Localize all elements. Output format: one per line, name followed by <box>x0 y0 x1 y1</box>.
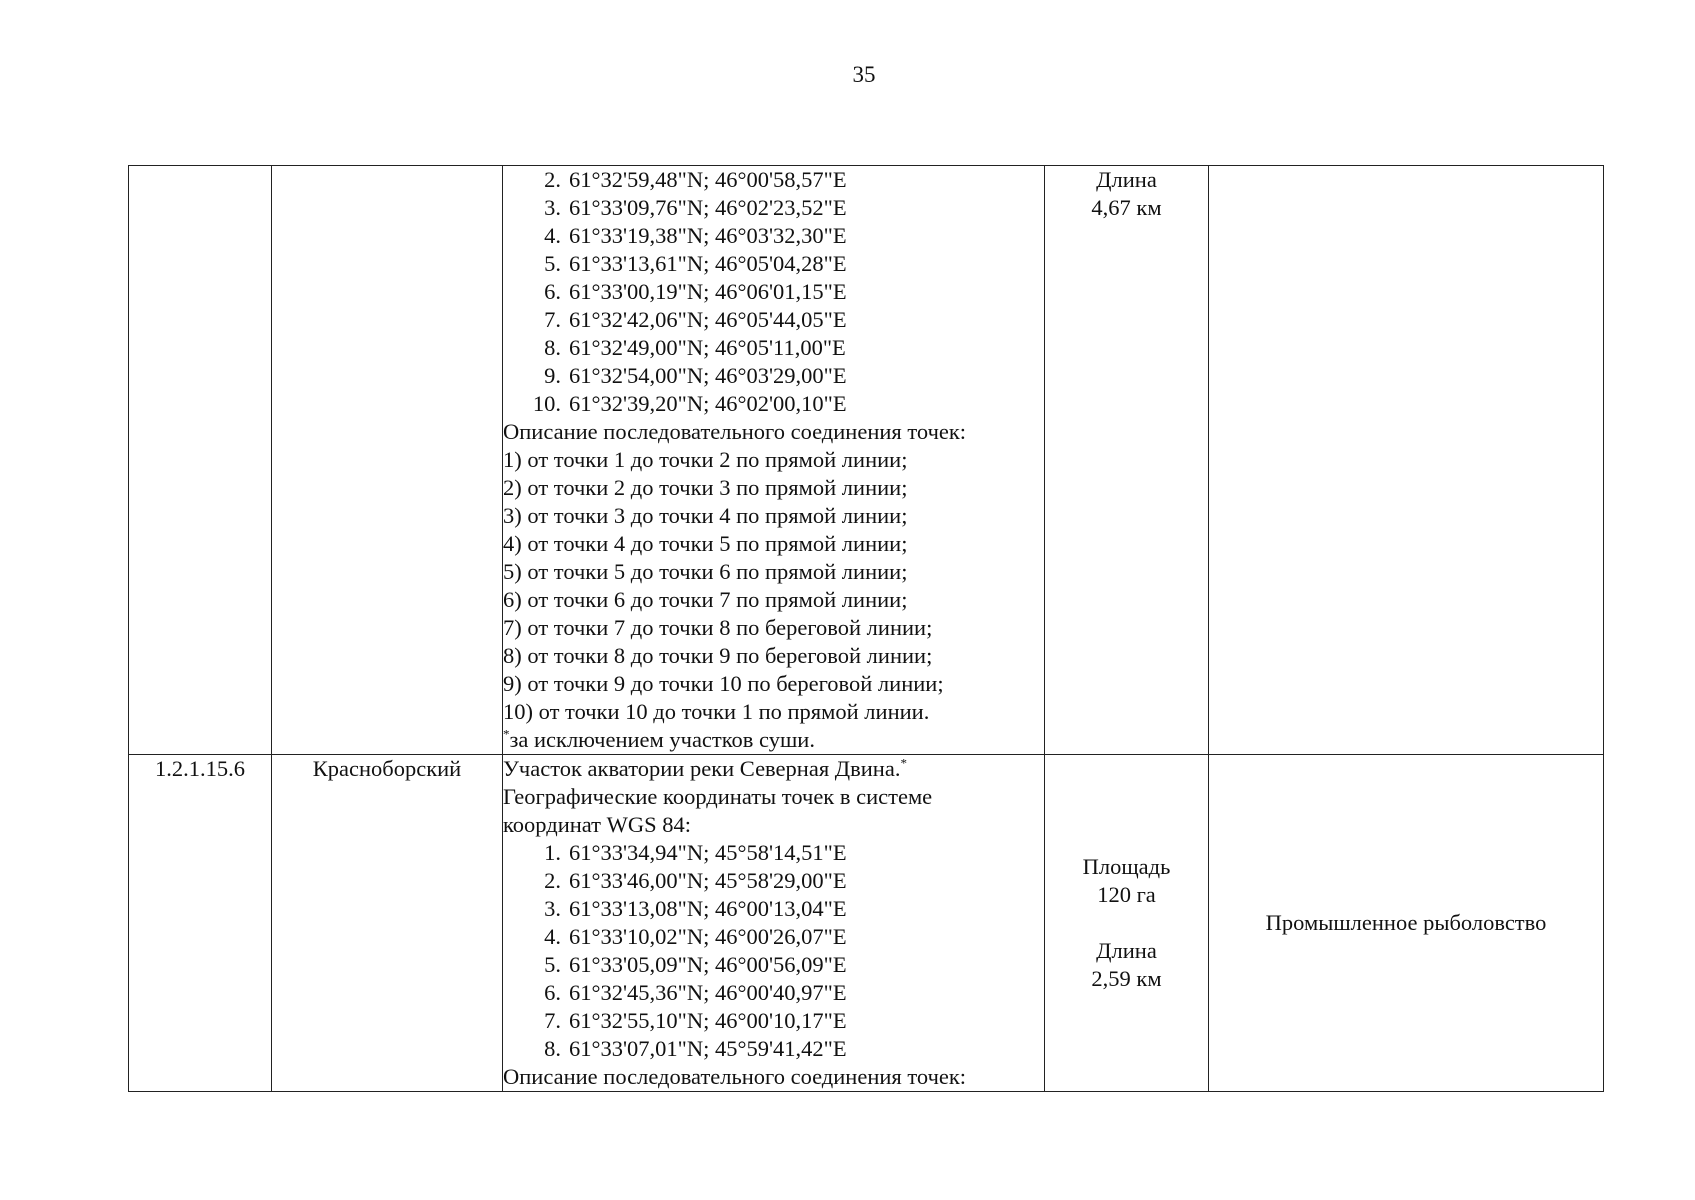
point-number: 4. <box>544 924 561 949</box>
row2-district: Красноборский <box>312 756 462 781</box>
coordinate-point <box>503 979 1044 1007</box>
connection-item: 7) от точки 7 до точки 8 по береговой линии; <box>503 615 933 640</box>
point-coordinates: 61°33'46,00"N; 45°58'29,00"E <box>569 868 847 893</box>
connection-item: 1) от точки 1 до точки 2 по прямой линии; <box>503 447 908 472</box>
row1-description-cell <box>503 166 1045 755</box>
point-number: 8. <box>544 335 561 360</box>
row1-length-label: Длина <box>1096 167 1157 192</box>
row2-purpose: Промышленное рыболовство <box>1265 910 1547 935</box>
coordinate-point <box>503 334 1044 362</box>
point-number: 6. <box>544 980 561 1005</box>
row2-purpose-cell <box>1209 755 1604 1092</box>
point-coordinates: 61°33'34,94"N; 45°58'14,51"E <box>569 840 847 865</box>
point-coordinates: 61°32'59,48"N; 46°00'58,57"E <box>569 167 847 192</box>
point-number: 3. <box>544 896 561 921</box>
row2-length-value: 2,59 км <box>1091 966 1162 991</box>
row1-purpose-cell <box>1209 166 1604 755</box>
point-coordinates: 61°32'39,20"N; 46°02'00,10"E <box>569 391 847 416</box>
title-footnote-mark: * <box>900 755 907 771</box>
connection-item: 3) от точки 3 до точки 4 по прямой линии; <box>503 503 908 528</box>
point-number: 10. <box>532 391 561 416</box>
row2-number: 1.2.1.15.6 <box>155 756 245 781</box>
row1-points-list <box>503 166 1044 418</box>
row1-connections-list <box>503 446 1044 726</box>
coordinate-point <box>503 951 1044 979</box>
fishing-areas-table <box>128 165 1604 1092</box>
coordinate-point <box>503 390 1044 418</box>
point-number: 8. <box>544 1036 561 1061</box>
coordinate-point <box>503 250 1044 278</box>
connection-item: 8) от точки 8 до точки 9 по береговой линии; <box>503 643 933 668</box>
point-coordinates: 61°32'54,00"N; 46°03'29,00"E <box>569 363 847 388</box>
point-coordinates: 61°32'55,10"N; 46°00'10,17"E <box>569 1008 847 1033</box>
point-coordinates: 61°33'10,02"N; 46°00'26,07"E <box>569 924 847 949</box>
point-coordinates: 61°33'00,19"N; 46°06'01,15"E <box>569 279 847 304</box>
coordinate-point <box>503 222 1044 250</box>
point-number: 7. <box>544 307 561 332</box>
row1-size-cell <box>1045 166 1209 755</box>
row1-number-cell <box>129 166 272 755</box>
table-row <box>129 755 1604 1092</box>
coordinate-point <box>503 306 1044 334</box>
row1-length-value: 4,67 км <box>1091 195 1162 220</box>
coordinate-point <box>503 839 1044 867</box>
row2-area-label: Площадь <box>1082 854 1171 879</box>
row2-area-value: 120 га <box>1097 882 1156 907</box>
point-number: 5. <box>544 952 561 977</box>
row2-number-cell <box>129 755 272 1092</box>
connection-item: 2) от точки 2 до точки 3 по прямой линии; <box>503 475 908 500</box>
point-coordinates: 61°33'19,38"N; 46°03'32,30"E <box>569 223 847 248</box>
point-number: 2. <box>544 167 561 192</box>
row2-description-cell <box>503 755 1045 1092</box>
point-number: 6. <box>544 279 561 304</box>
point-number: 2. <box>544 868 561 893</box>
row2-coords-intro-1: Географические координаты точек в системе <box>503 784 933 809</box>
connection-item: 6) от точки 6 до точки 7 по прямой линии; <box>503 587 908 612</box>
point-number: 4. <box>544 223 561 248</box>
point-coordinates: 61°32'42,06"N; 46°05'44,05"E <box>569 307 847 332</box>
footnote-text: за исключением участков суши. <box>509 727 815 752</box>
point-coordinates: 61°33'13,08"N; 46°00'13,04"E <box>569 896 847 921</box>
row2-title <box>503 755 1044 783</box>
coordinate-point <box>503 166 1044 194</box>
coordinate-point <box>503 923 1044 951</box>
row2-points-list <box>503 839 1044 1063</box>
point-coordinates: 61°33'05,09"N; 46°00'56,09"E <box>569 952 847 977</box>
row2-size-cell <box>1045 755 1209 1092</box>
row2-title-text: Участок акватории реки Северная Двина. <box>503 756 901 781</box>
coordinate-point <box>503 362 1044 390</box>
point-number: 9. <box>544 363 561 388</box>
row1-footnote <box>503 726 1044 754</box>
row1-district-cell <box>272 166 503 755</box>
coordinate-point <box>503 194 1044 222</box>
point-number: 1. <box>544 840 561 865</box>
coordinate-point <box>503 895 1044 923</box>
coordinate-point <box>503 867 1044 895</box>
point-coordinates: 61°33'09,76"N; 46°02'23,52"E <box>569 195 847 220</box>
point-number: 3. <box>544 195 561 220</box>
connection-item: 10) от точки 10 до точки 1 по прямой линии. <box>503 699 930 724</box>
point-number: 7. <box>544 1008 561 1033</box>
point-number: 5. <box>544 251 561 276</box>
row2-district-cell <box>272 755 503 1092</box>
row2-coords-intro-2: координат WGS 84: <box>503 812 692 837</box>
row1-connection-title: Описание последовательного соединения точек: <box>503 419 967 444</box>
page-number: 35 <box>852 62 876 87</box>
connection-item: 4) от точки 4 до точки 5 по прямой линии; <box>503 531 908 556</box>
point-coordinates: 61°32'49,00"N; 46°05'11,00"E <box>569 335 846 360</box>
row2-length-label: Длина <box>1096 938 1157 963</box>
connection-item: 9) от точки 9 до точки 10 по береговой линии; <box>503 671 944 696</box>
point-coordinates: 61°32'45,36"N; 46°00'40,97"E <box>569 980 847 1005</box>
point-coordinates: 61°33'07,01"N; 45°59'41,42"E <box>569 1036 847 1061</box>
footnote-mark: * <box>503 726 510 742</box>
connection-item: 5) от точки 5 до точки 6 по прямой линии; <box>503 559 908 584</box>
coordinate-point <box>503 1007 1044 1035</box>
row2-connection-title: Описание последовательного соединения точек: <box>503 1064 967 1089</box>
table-row <box>129 166 1604 755</box>
coordinate-point <box>503 278 1044 306</box>
coordinate-point <box>503 1035 1044 1063</box>
point-coordinates: 61°33'13,61"N; 46°05'04,28"E <box>569 251 847 276</box>
